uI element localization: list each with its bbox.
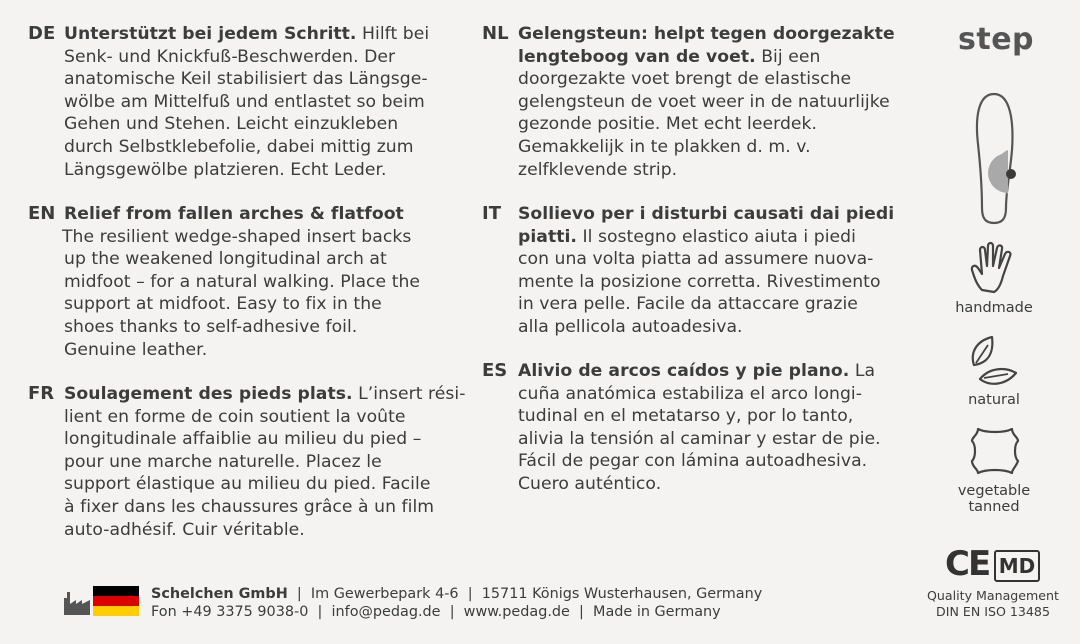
lang-code-es: ES: [482, 360, 508, 381]
hand-icon: [968, 240, 1018, 295]
handmade-label: handmade: [955, 300, 1033, 316]
section-nl-text: Gelengsteun: helpt tegen doorgezakte lengteboog van de voet. Bij een doorgezakte voet brengt de elastische gelengsteun de voet weer in de natuurlijke gezonde positie. Met echt leerdek. Gemakkelijk in te plakken d. m. v. zelfklevende strip.: [518, 24, 895, 180]
vegetable-tanned-label: vegetable tanned: [957, 483, 1031, 515]
section-fr-text: Soulagement des pieds plats. L’insert rési- lient en forme de coin soutient la voûte longitudinale affaiblie au milieu du pied – pour une marche naturelle. Placez le support élastique au milieu du pied. Facile à fixer dans les chaussures grâce à un film auto-adhésif. Cuir véritable.: [64, 384, 466, 540]
lang-code-en: EN: [28, 203, 56, 224]
insole-icon: [964, 90, 1026, 225]
lang-code-fr: FR: [28, 383, 55, 404]
leather-hide-icon: [968, 425, 1022, 477]
factory-icon: [63, 590, 91, 616]
footer-contact: Fon +49 3375 9038-0 | info@pedag.de | www.pedag.de | Made in Germany: [151, 604, 721, 620]
lang-code-de: DE: [28, 23, 56, 44]
section-en-text: Relief from fallen arches & flatfoot The resilient wedge-shaped insert backs up the weakened longitudinal arch at midfoot – for a natural walking. Place the support at midfoot. Easy to fix in the shoes thanks to self-adhesive foil. Genuine leather.: [62, 204, 421, 360]
brand-logo: step: [958, 22, 1035, 57]
ce-mark: CE: [945, 544, 990, 584]
natural-label: natural: [968, 392, 1020, 408]
section-it-text: Sollievo per i disturbi causati dai piedi piatti. Il sostegno elastico aiuta i piedi con una volta piatta ad assumere nuova- mente la posizione corretta. Rivestimento in vera pelle. Facile da attaccare grazie alla pellicola autoadesiva.: [518, 204, 895, 337]
leaf-icon: [966, 335, 1022, 390]
section-es-text: Alivio de arcos caídos y pie plano. La cuña anatómica estabiliza el arco longi- tudinal en el metatarso y, por lo tanto, alivia la tensión al caminar y estar de pie. Fácil de pegar con lámina autoadhesiva. Cuero auténtico.: [518, 361, 881, 494]
footer-address: Schelchen GmbH | Im Gewerbepark 4-6 | 15711 Königs Wusterhausen, Germany: [151, 586, 763, 602]
lang-code-nl: NL: [482, 23, 509, 44]
quality-management-text: Quality Management DIN EN ISO 13485: [927, 588, 1059, 619]
section-de-text: Unterstützt bei jedem Schritt. Hilft bei Senk- und Knickfuß-Beschwerden. Der anatomische Keil stabilisiert das Längsge- wölbe am Mittelfuß und entlastet so beim Gehen und Stehen. Leicht einzukleben durch Selbstklebefolie, dabei mittig zum Längsgewölbe platzieren. Echt Leder.: [64, 24, 430, 180]
md-mark: MD: [994, 550, 1040, 582]
germany-flag: [93, 586, 139, 616]
lang-code-it: IT: [482, 203, 501, 224]
